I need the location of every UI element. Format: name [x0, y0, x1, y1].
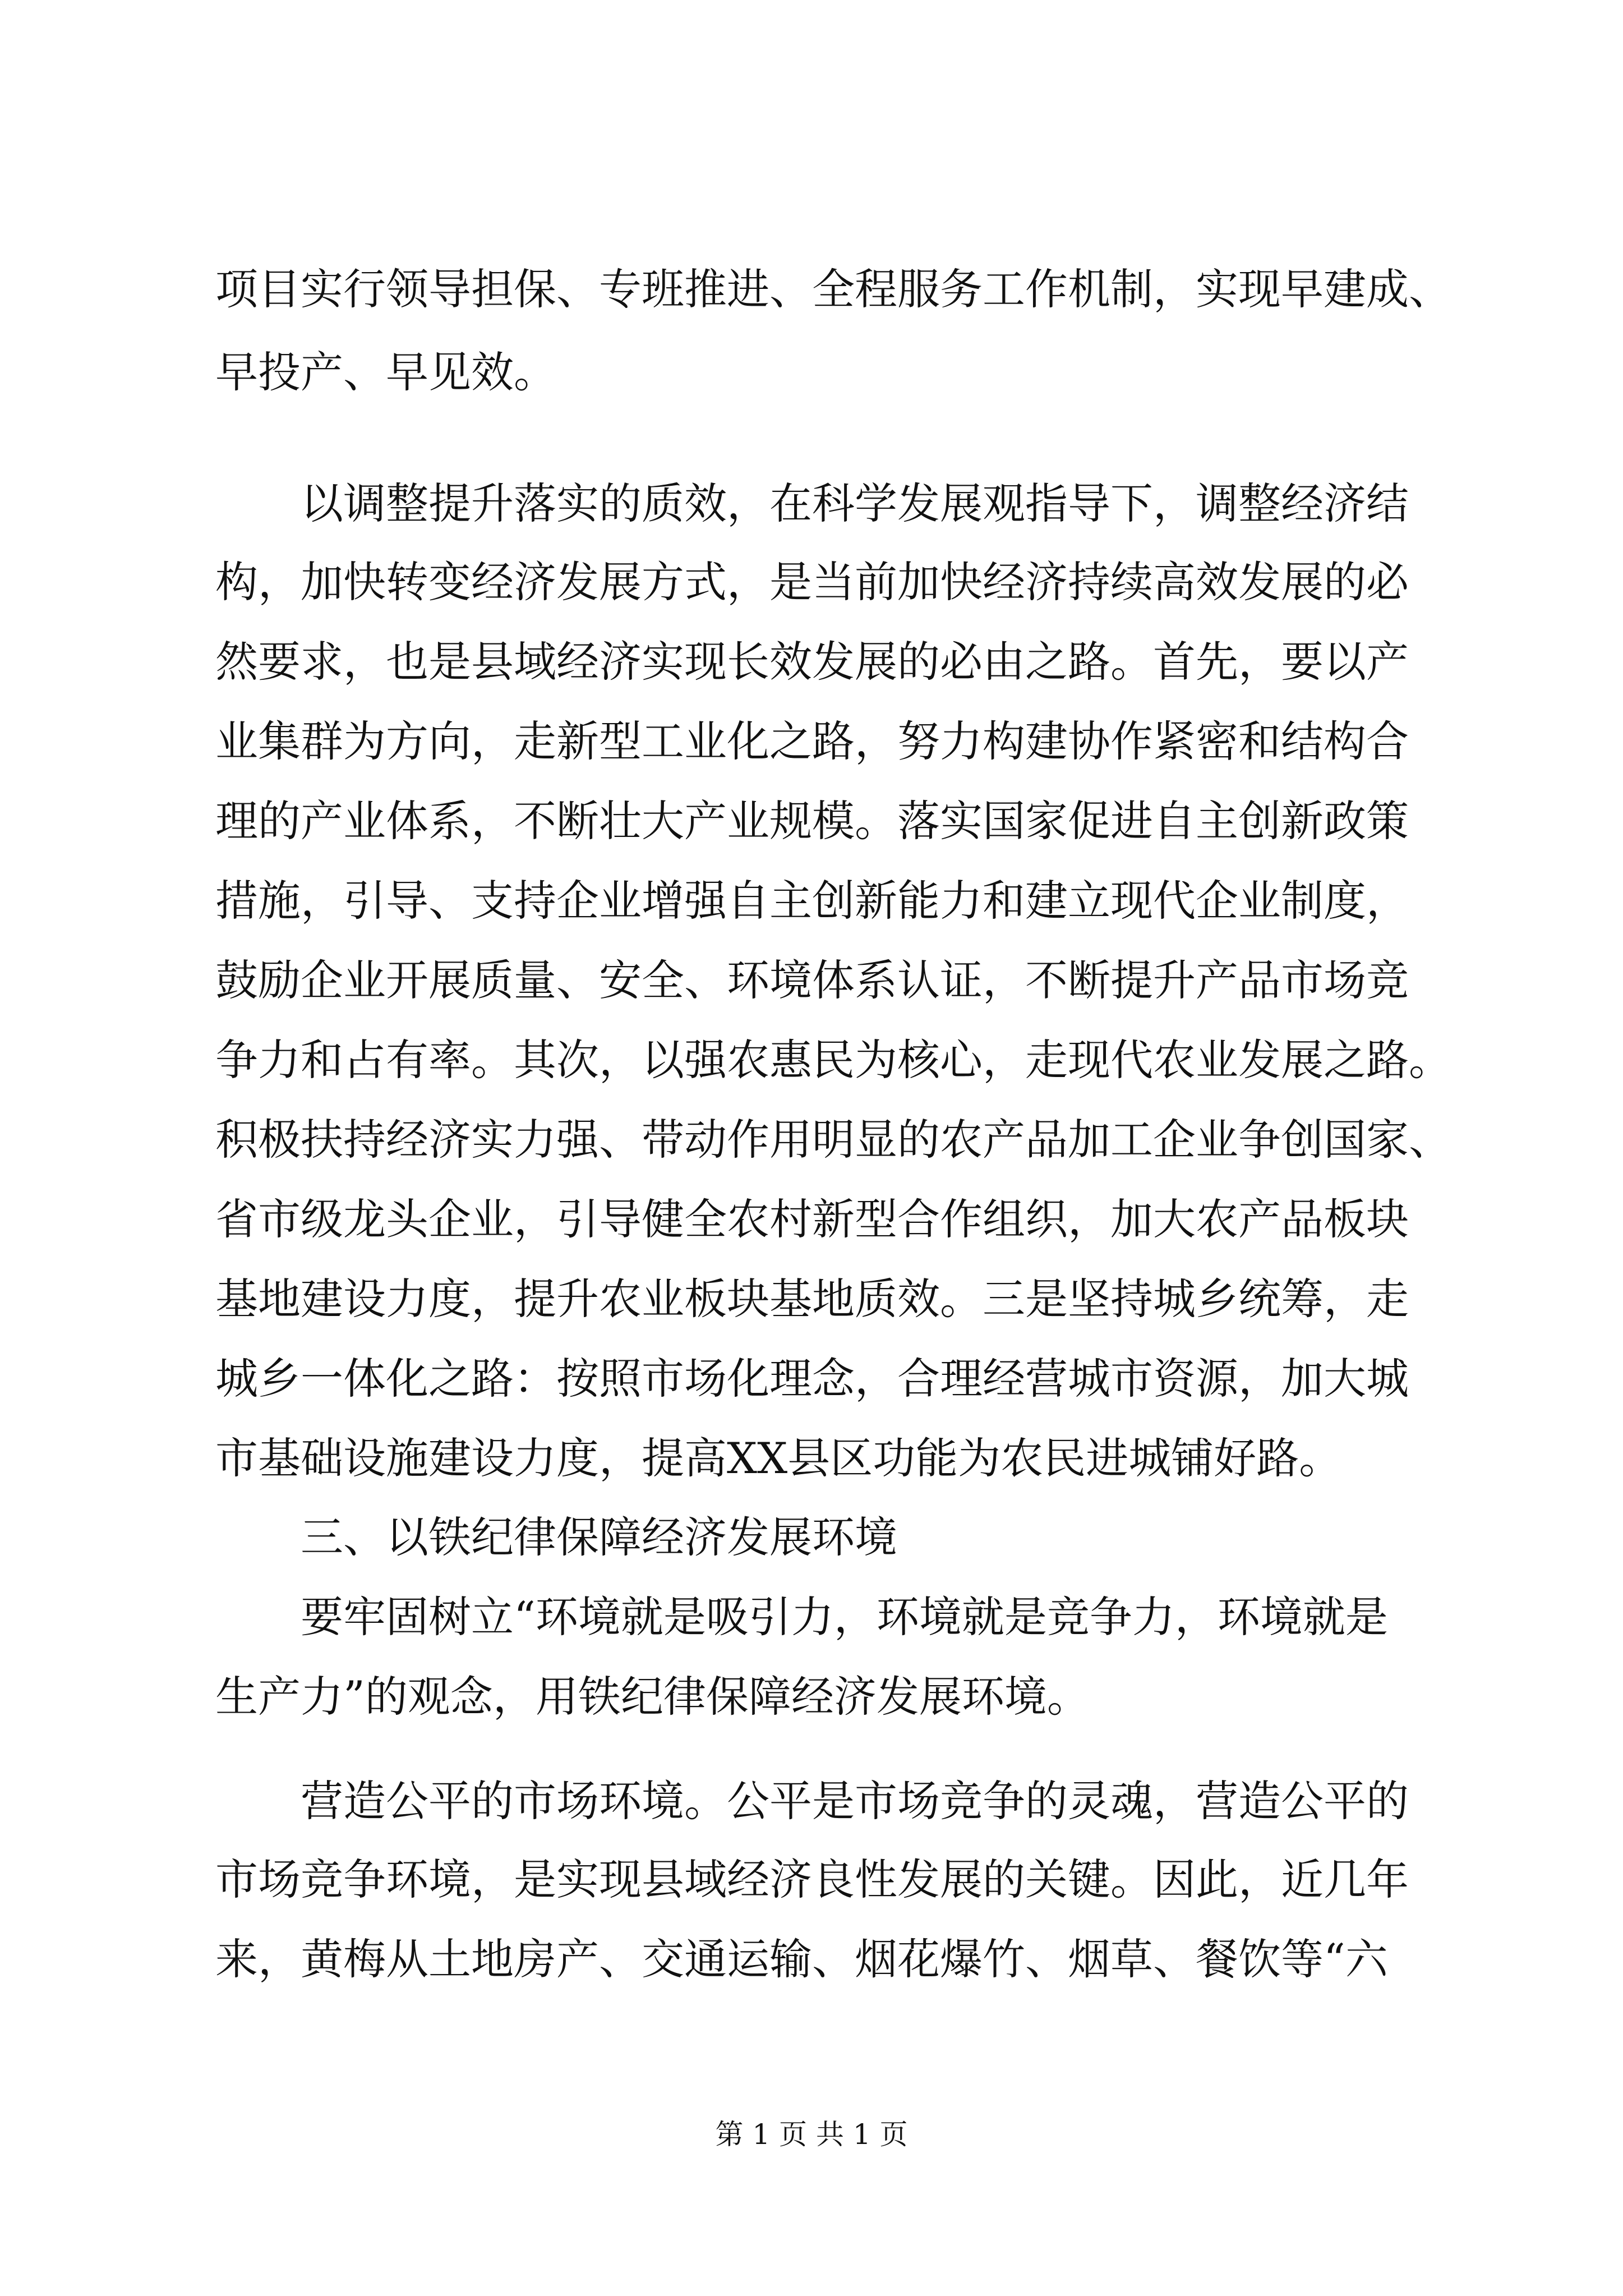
text-line-19: 营造公平的市场环境。公平是市场竞争的灵魂，营造公平的 — [301, 1776, 1409, 1826]
text-line-20: 市场竞争环境，是实现县域经济良性发展的关键。因此，近几年 — [215, 1855, 1409, 1904]
text-line-21: 来，黄梅从土地房产、交通运输、烟花爆竹、烟草、餐饮等“六 — [215, 1934, 1388, 1984]
text-line-12: 省市级龙头企业，引导健全农村新型合作组织，加大农产品板块 — [215, 1194, 1409, 1244]
text-line-9: 鼓励企业开展质量、安全、环境体系认证，不断提升产品市场竞 — [215, 955, 1409, 1005]
text-line-2: 早投产、早见效。 — [215, 347, 556, 397]
text-line-15: 市基础设施建设力度，提高XX县区功能为农民进城铺好路。 — [215, 1433, 1342, 1483]
text-line-6: 业集群为方向，走新型工业化之路，努力构建协作紧密和结构合 — [215, 716, 1409, 766]
text-line-11: 积极扶持经济实力强、带动作用明显的农产品加工企业争创国家、 — [215, 1115, 1451, 1165]
text-line-3: 以调整提升落实的质效，在科学发展观指导下，调整经济结 — [301, 478, 1409, 528]
text-line-10: 争力和占有率。其次，以强农惠民为核心，走现代农业发展之路。 — [215, 1035, 1451, 1085]
text-line-17: 要牢固树立“环境就是吸引力，环境就是竞争力，环境就是 — [301, 1592, 1388, 1642]
text-line-13: 基地建设力度，提升农业板块基地质效。三是坚持城乡统筹，走 — [215, 1274, 1409, 1324]
text-line-14: 城乡一体化之路：按照市场化理念，合理经营城市资源，加大城 — [215, 1354, 1409, 1404]
text-line-4: 构，加快转变经济发展方式，是当前加快经济持续高效发展的必 — [215, 557, 1409, 607]
text-line-7: 理的产业体系，不断壮大产业规模。落实国家促进自主创新政策 — [215, 796, 1409, 846]
text-line-1: 项目实行领导担保、专班推进、全程服务工作机制，实现早建成、 — [215, 264, 1451, 314]
section-heading: 三、以铁纪律保障经济发展环境 — [301, 1512, 897, 1562]
text-line-18: 生产力”的观念，用铁纪律保障经济发展环境。 — [215, 1672, 1090, 1722]
text-line-8: 措施，引导、支持企业增强自主创新能力和建立现代企业制度， — [215, 876, 1409, 926]
page-footer: 第 1 页 共 1 页 — [715, 2118, 908, 2151]
text-line-5: 然要求，也是县域经济实现长效发展的必由之路。首先，要以产 — [215, 637, 1409, 687]
